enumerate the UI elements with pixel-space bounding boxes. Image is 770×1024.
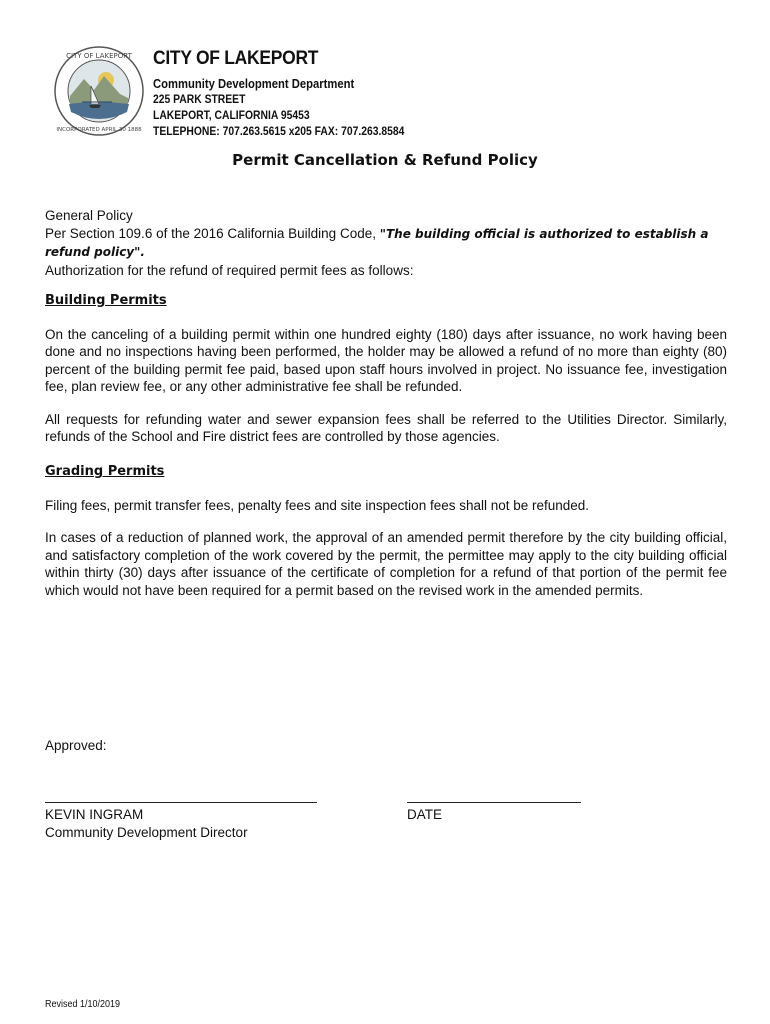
- city-seal-logo: [54, 46, 144, 136]
- building-permits-section: [45, 292, 727, 446]
- svg-text:CITY OF LAKEPORT: CITY OF LAKEPORT: [66, 52, 132, 60]
- city-state-zip: LAKEPORT, CALIFORNIA 95453: [153, 110, 310, 122]
- building-permits-paragraph-2: All requests for refunding water and sewer expansion fees shall be referred to the Utilities Director. Similarly, refunds of the School and Fire district fees are controlled by those agencies.: [45, 411, 727, 444]
- grading-permits-paragraph-2: In cases of a reduction of planned work, the approval of an amended permit therefore by the city building official, and satisfactory completion of the work covered by the permit, the permittee may apply to the city building official within thirty (30) days after issuance of the certificate of completion for a refund of that portion of the permit fee which would not have been required for a permit based on the revised work in the amended permits.: [45, 530, 727, 598]
- signer-title: Community Development Director: [45, 825, 248, 840]
- revision-date: Revised 1/10/2019: [45, 999, 121, 1010]
- grading-permits-section: [45, 463, 727, 599]
- code-quote: "The building official is authorized to establish a refund policy".: [45, 226, 709, 259]
- signer-block: [45, 806, 248, 842]
- grading-permits-heading: Grading Permits: [45, 464, 165, 479]
- building-permits-heading: Building Permits: [45, 293, 167, 308]
- city-name: CITY OF LAKEPORT: [153, 48, 319, 69]
- document-title: Permit Cancellation & Refund Policy: [232, 151, 538, 169]
- general-policy-heading: General Policy: [45, 208, 133, 223]
- general-policy-section: [45, 207, 727, 279]
- letterhead: [153, 48, 432, 140]
- building-permits-paragraph-1: On the canceling of a building permit within one hundred eighty (180) days after issuance, no work having been done and no inspections having been performed, the holder may be allowed a refund of no more than eighty (80) percent of the building permit fee paid, based upon staff hours involved in project. No issuance fee, investigation fee, plan review fee, or any other administrative fee shall be refunded.: [45, 326, 727, 394]
- svg-text:INCORPORATED APRIL 30 1888: INCORPORATED APRIL 30 1888: [56, 127, 142, 133]
- approved-label: Approved:: [45, 738, 107, 753]
- code-reference: Per Section 109.6 of the 2016 California Building Code,: [45, 225, 380, 241]
- date-label: DATE: [407, 807, 443, 822]
- date-line: [407, 802, 581, 803]
- street-address: 225 PARK STREET: [153, 94, 246, 106]
- department-name: Community Development Department: [153, 77, 355, 91]
- phone-fax: TELEPHONE: 707.263.5615 x205 FAX: 707.263.8584: [153, 126, 405, 138]
- authorization-text: Authorization for the refund of required permit fees as follows:: [45, 262, 414, 278]
- general-policy-intro: [45, 225, 727, 262]
- grading-permits-paragraph-1: Filing fees, permit transfer fees, penalty fees and site inspection fees shall not be refunded.: [45, 497, 590, 513]
- signature-line: [45, 802, 317, 803]
- signer-name: KEVIN INGRAM: [45, 807, 144, 822]
